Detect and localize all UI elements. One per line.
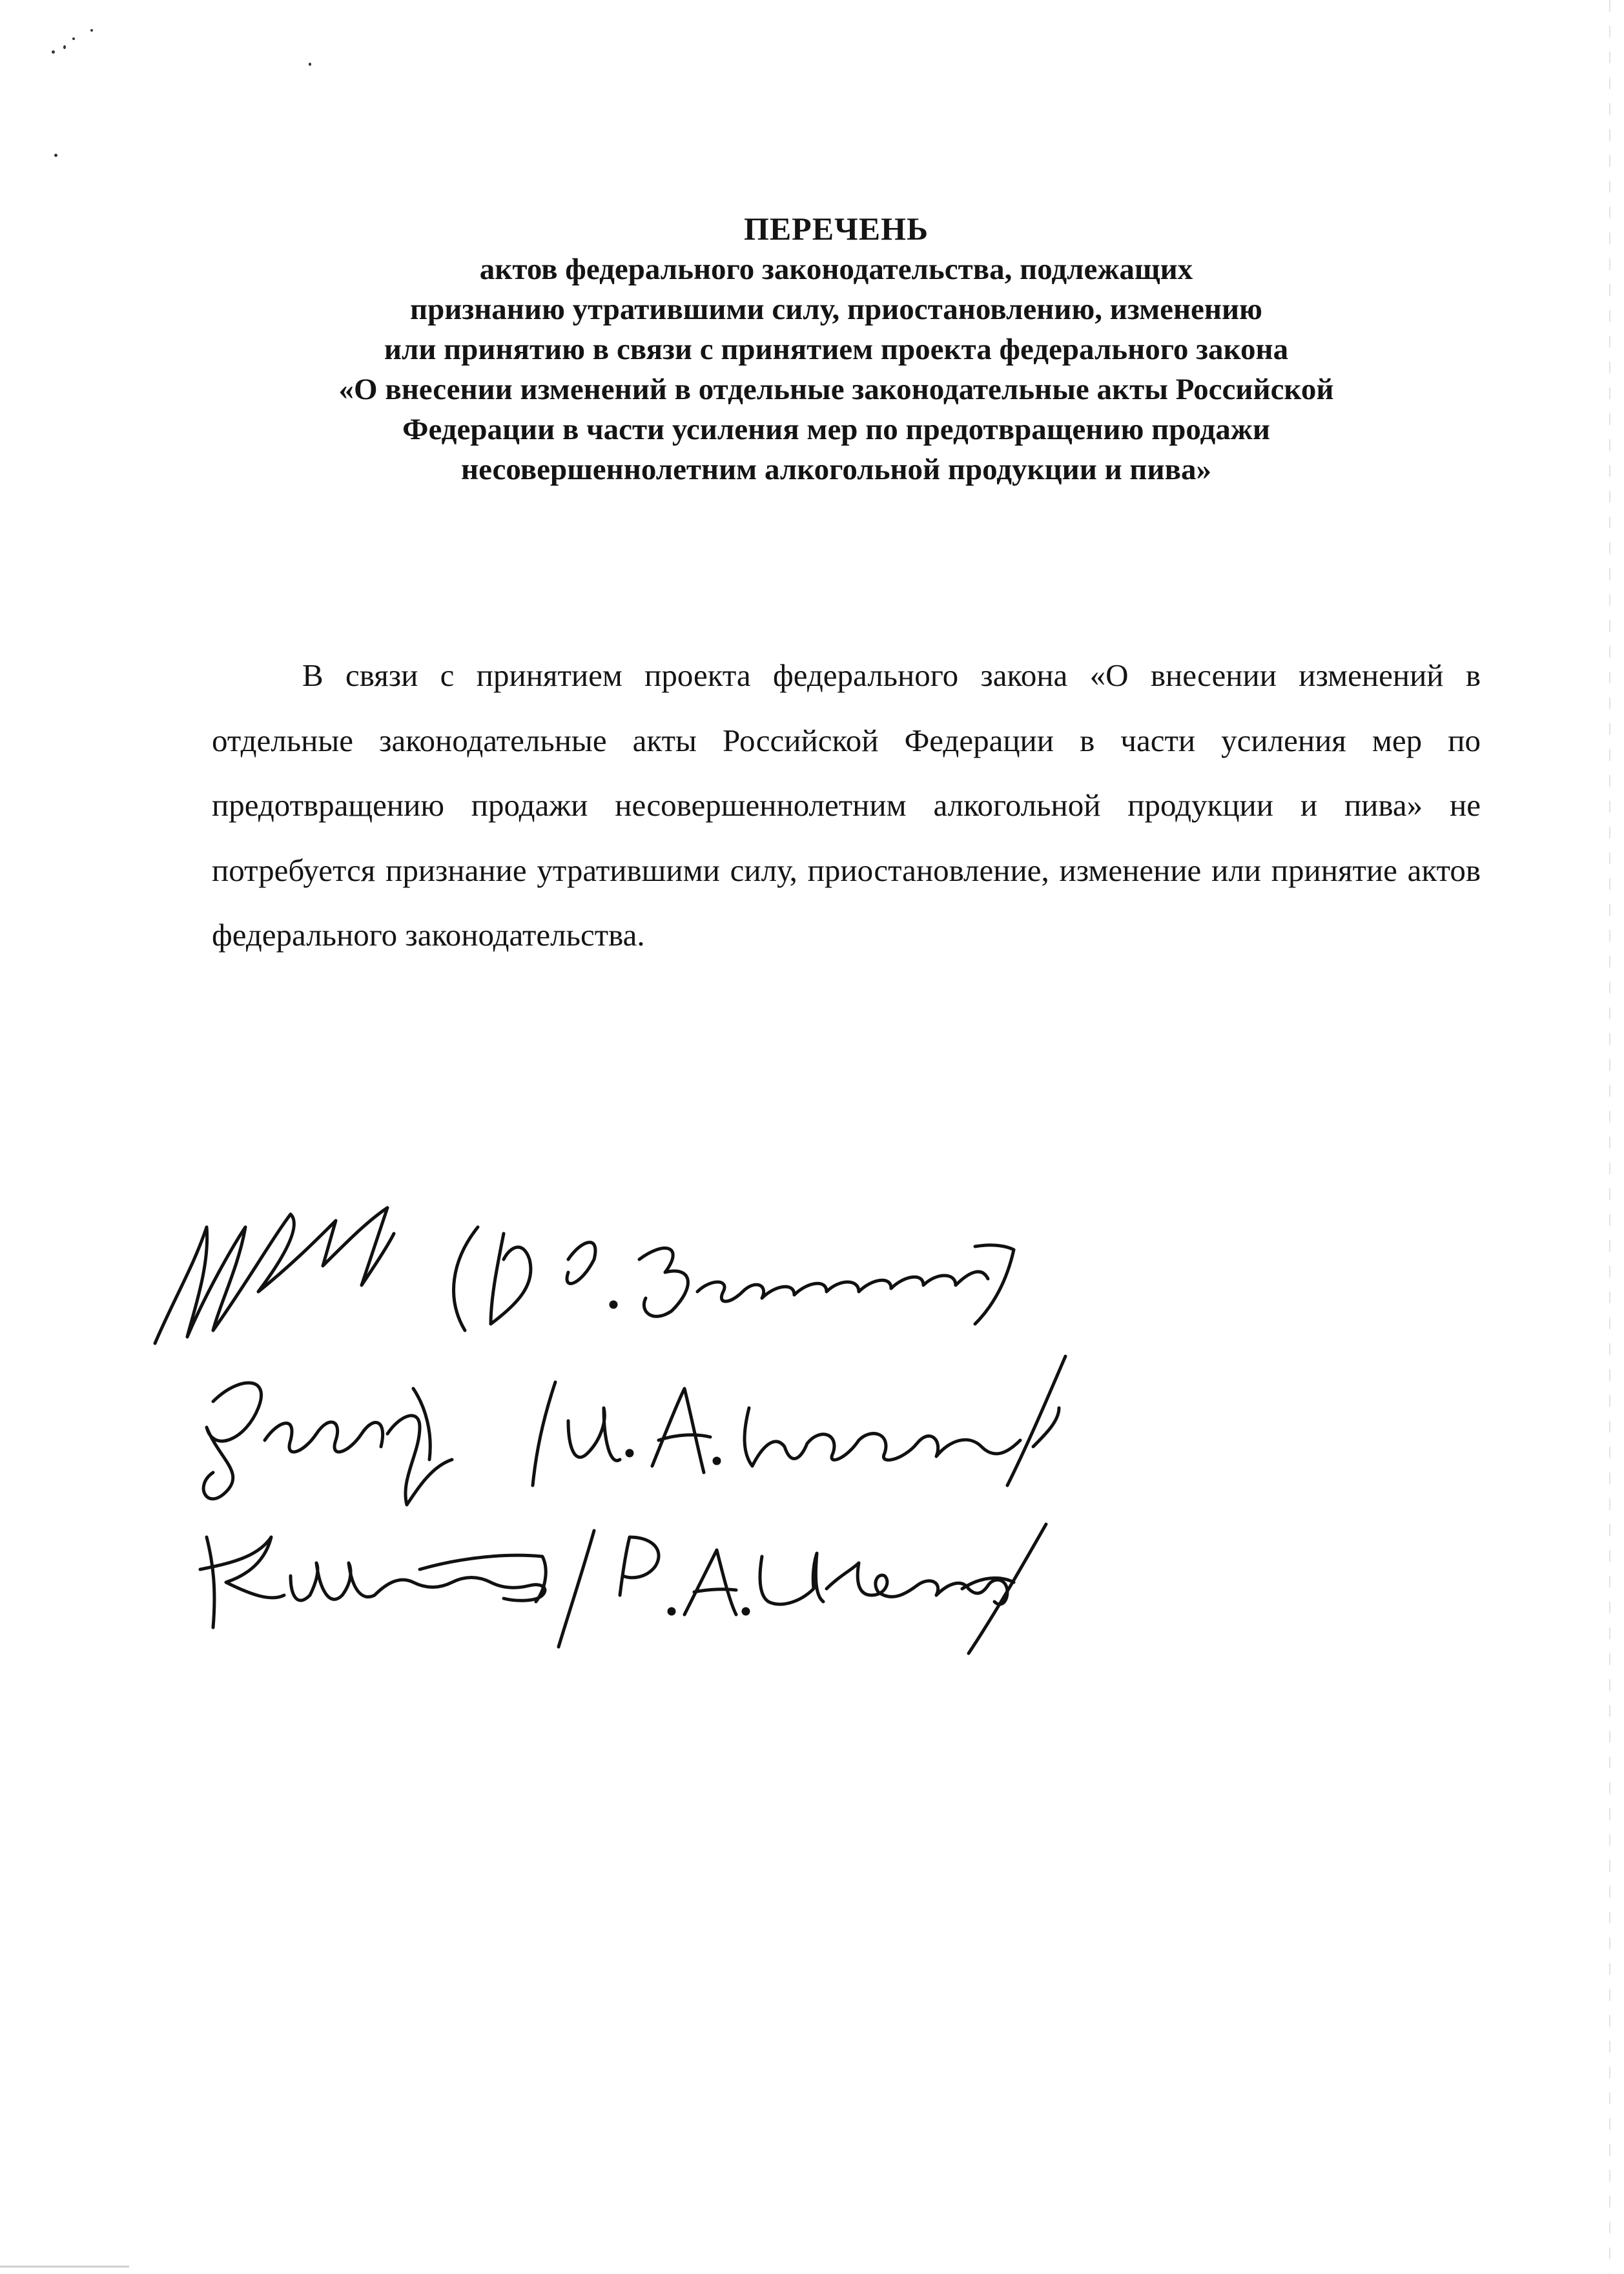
document-heading [194,208,1479,490]
subtitle-line: Федерации в части усиления мер по предотвращению продажи [402,413,1270,446]
scan-speck [72,37,75,40]
scan-speck [52,50,55,54]
subtitle-line: «О внесении изменений в отдельные законодательные акты Российской [338,373,1334,406]
scan-bottom-mark [0,2266,129,2268]
signature-zvagelsky [155,1208,1014,1343]
scan-edge-mark [1609,0,1610,2274]
scan-speck [54,154,57,157]
scan-speck [63,45,66,49]
signature-shlegel [200,1524,1046,1653]
subtitle-line: или принятию в связи с принятием проекта федерального закона [384,333,1289,366]
subtitle-line: актов федерального законодательства, подлежащих [479,253,1193,286]
subtitle-line: признанию утратившими силу, приостановлению, изменению [410,293,1262,326]
document-title: ПЕРЕЧЕНЬ [743,211,929,247]
signature-yarovaya [203,1356,1065,1505]
scan-speck [90,29,93,32]
scan-speck [309,63,311,66]
subtitle-line: несовершеннолетним алкогольной продукции и пива» [461,453,1211,486]
body-paragraph: В связи с принятием проекта федерального закона «О внесении изменений в отдельные законодательные акты Российской Федерации в части усиления мер по предотвращению продажи несовершеннолетним алкогольной продукции и пива» не потребуется признание утратившими силу, приостановление, изменение или принятие актов федерального законодательства. [212,657,1481,953]
